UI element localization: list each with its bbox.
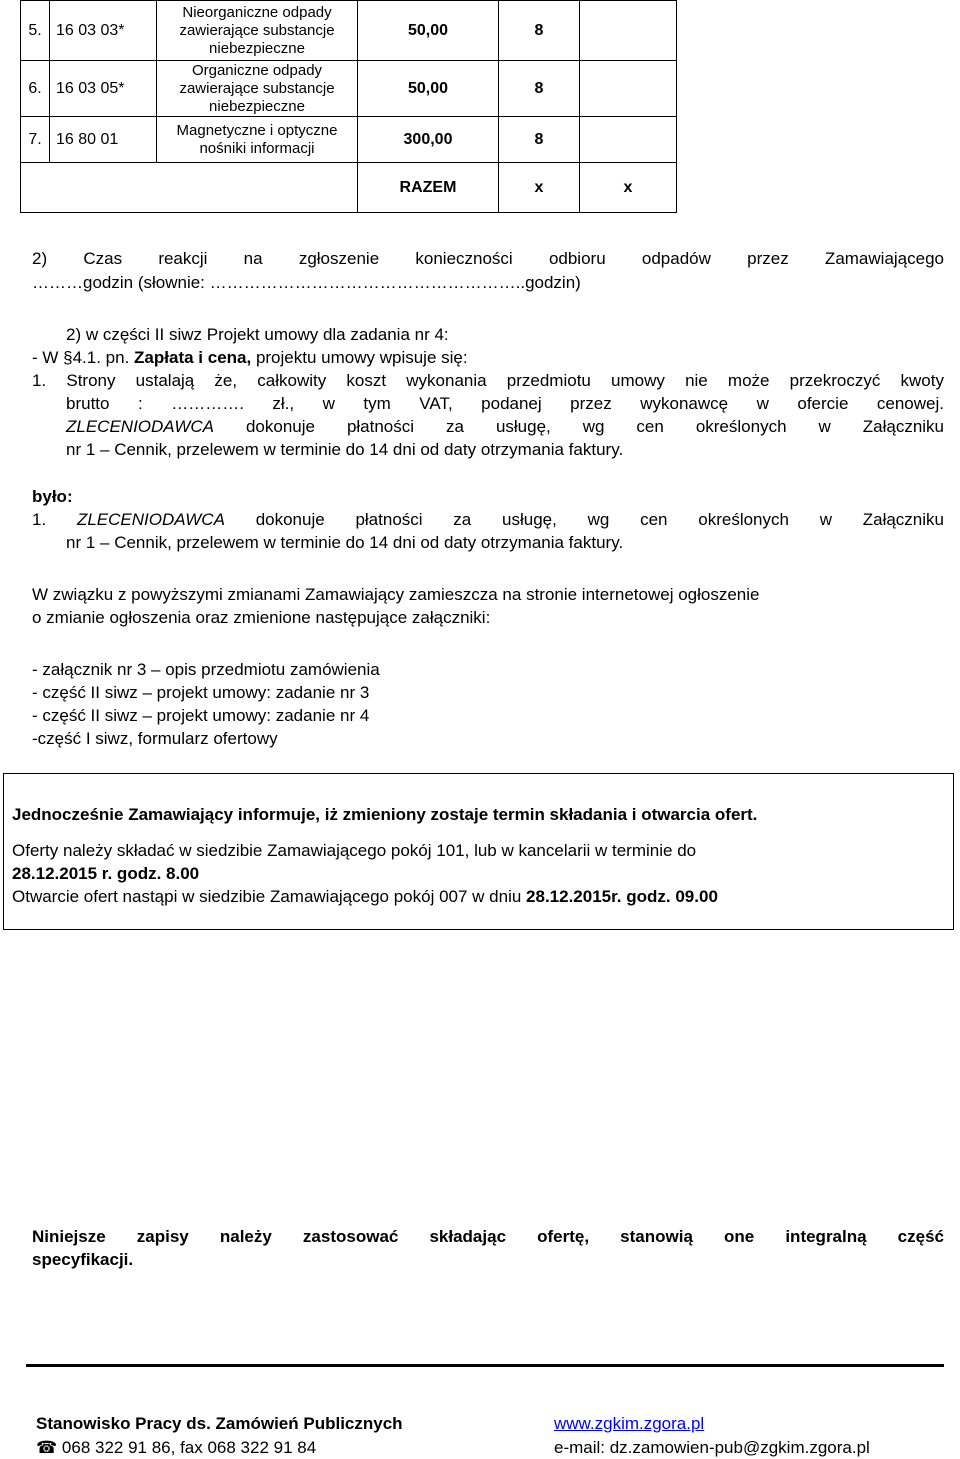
ref-suffix: projektu umowy wpisuje się: (251, 348, 468, 367)
part2-reference (32, 346, 468, 369)
phone-numbers: 068 322 91 86, fax 068 322 91 84 (57, 1438, 317, 1457)
part2-heading: 2) w części II siwz Projekt umowy dla zadania nr 4: (66, 325, 449, 344)
opening-text: Otwarcie ofert nastąpi w siedzibie Zamawiającego pokój 007 w dniu (12, 887, 527, 906)
offers-line1: Oferty należy składać w siedzibie Zamawiającego pokój 101, lub w kancelarii w terminie do (12, 841, 697, 860)
waste-code: 16 03 03* (50, 1, 157, 61)
waste-quantity: 50,00 (358, 61, 499, 117)
attachment-item: -część I siwz, formularz ofertowy (32, 729, 278, 748)
item1-line3 (66, 415, 944, 438)
reaction-time-line2: ………godzin (słownie: ………………………………………………..godzin) (32, 273, 581, 292)
reaction-time-line1: 2) Czas reakcji na zgłoszenie konieczności odbioru odpadów przez Zamawiającego (32, 249, 944, 268)
table-total-row (21, 163, 677, 213)
closing-line1: Niniejsze zapisy należy zastosować składając ofertę, stanowią one integralną część (32, 1227, 944, 1246)
zleceniodawca: ZLECENIODAWCA (76, 510, 225, 529)
item1-line3-rest: dokonuje płatności za usługę, wg cen określonych w Załączniku (214, 417, 944, 436)
opening-line (12, 885, 718, 908)
waste-frequency: 8 (499, 117, 580, 163)
item1-line2: brutto : …………. zł., w tym VAT, podanej przez wykonawcę w ofercie cenowej. (66, 394, 944, 413)
row-number: 6. (21, 61, 50, 117)
table-row (21, 1, 677, 61)
offers-deadline: 28.12.2015 r. godz. 8.00 (12, 864, 200, 883)
empty-cell (21, 163, 358, 213)
row-number: 5. (21, 1, 50, 61)
item1-line4: nr 1 – Cennik, przelewem w terminie do 14 dni od daty otrzymania faktury. (66, 440, 624, 459)
footer-email: e-mail: dz.zamowien-pub@zgkim.zgora.pl (554, 1438, 870, 1457)
deadline-headline: Jednocześnie Zamawiający informuje, iż zmieniony zostaje termin składania i otwarcia ofert. (12, 805, 758, 824)
waste-name: Nieorganiczne odpady zawierające substancje niebezpieczne (157, 1, 358, 61)
waste-quantity: 300,00 (358, 117, 499, 163)
total-quantity: x (499, 163, 580, 213)
website-link[interactable]: www.zgkim.zgora.pl (554, 1414, 705, 1433)
waste-code: 16 80 01 (50, 117, 157, 163)
changes-line1: W związku z powyższymi zmianami Zamawiający zamieszcza na stronie internetowej ogłoszenie (32, 585, 760, 604)
footer-org: Stanowisko Pracy ds. Zamówień Publicznych (36, 1414, 403, 1433)
bylo-label: było: (32, 487, 73, 506)
zleceniodawca: ZLECENIODAWCA (66, 417, 214, 436)
closing-line2: specyfikacji. (32, 1250, 134, 1269)
table-row (21, 117, 677, 163)
bylo-line2: nr 1 – Cennik, przelewem w terminie do 14 dni od daty otrzymania faktury. (66, 533, 624, 552)
waste-name: Magnetyczne i optyczne nośniki informacji (157, 117, 358, 163)
waste-name: Organiczne odpady zawierające substancje niebezpieczne (157, 61, 358, 117)
bylo-line1-rest: dokonuje płatności za usługę, wg cen określonych w Załączniku (224, 510, 944, 529)
total-label: RAZEM (358, 163, 499, 213)
row-number: 7. (21, 117, 50, 163)
attachment-item: - część II siwz – projekt umowy: zadanie nr 3 (32, 683, 370, 702)
empty-cell (580, 117, 677, 163)
footer-phone (36, 1436, 316, 1459)
empty-cell (580, 61, 677, 117)
total-frequency: x (580, 163, 677, 213)
ref-bold: Zapłata i cena, (134, 348, 252, 367)
waste-frequency: 8 (499, 1, 580, 61)
waste-table (20, 0, 677, 213)
table-row (21, 61, 677, 117)
empty-cell (580, 1, 677, 61)
changes-line2: o zmianie ogłoszenia oraz zmienione następujące załączniki: (32, 608, 491, 627)
footer-divider (26, 1364, 944, 1367)
attachment-item: - część II siwz – projekt umowy: zadanie nr 4 (32, 706, 370, 725)
waste-frequency: 8 (499, 61, 580, 117)
bylo-line1 (32, 508, 944, 531)
waste-code: 16 03 05* (50, 61, 157, 117)
opening-date: 28.12.2015r. godz. 09.00 (526, 887, 718, 906)
attachment-item: - załącznik nr 3 – opis przedmiotu zamówienia (32, 660, 380, 679)
phone-icon: ☎ (36, 1438, 58, 1457)
bylo-num: 1. (32, 510, 77, 529)
item1-line1: 1. Strony ustalają że, całkowity koszt wykonania przedmiotu umowy nie może przekroczyć kwoty (32, 371, 944, 390)
ref-prefix: - W §4.1. pn. (32, 348, 135, 367)
waste-quantity: 50,00 (358, 1, 499, 61)
